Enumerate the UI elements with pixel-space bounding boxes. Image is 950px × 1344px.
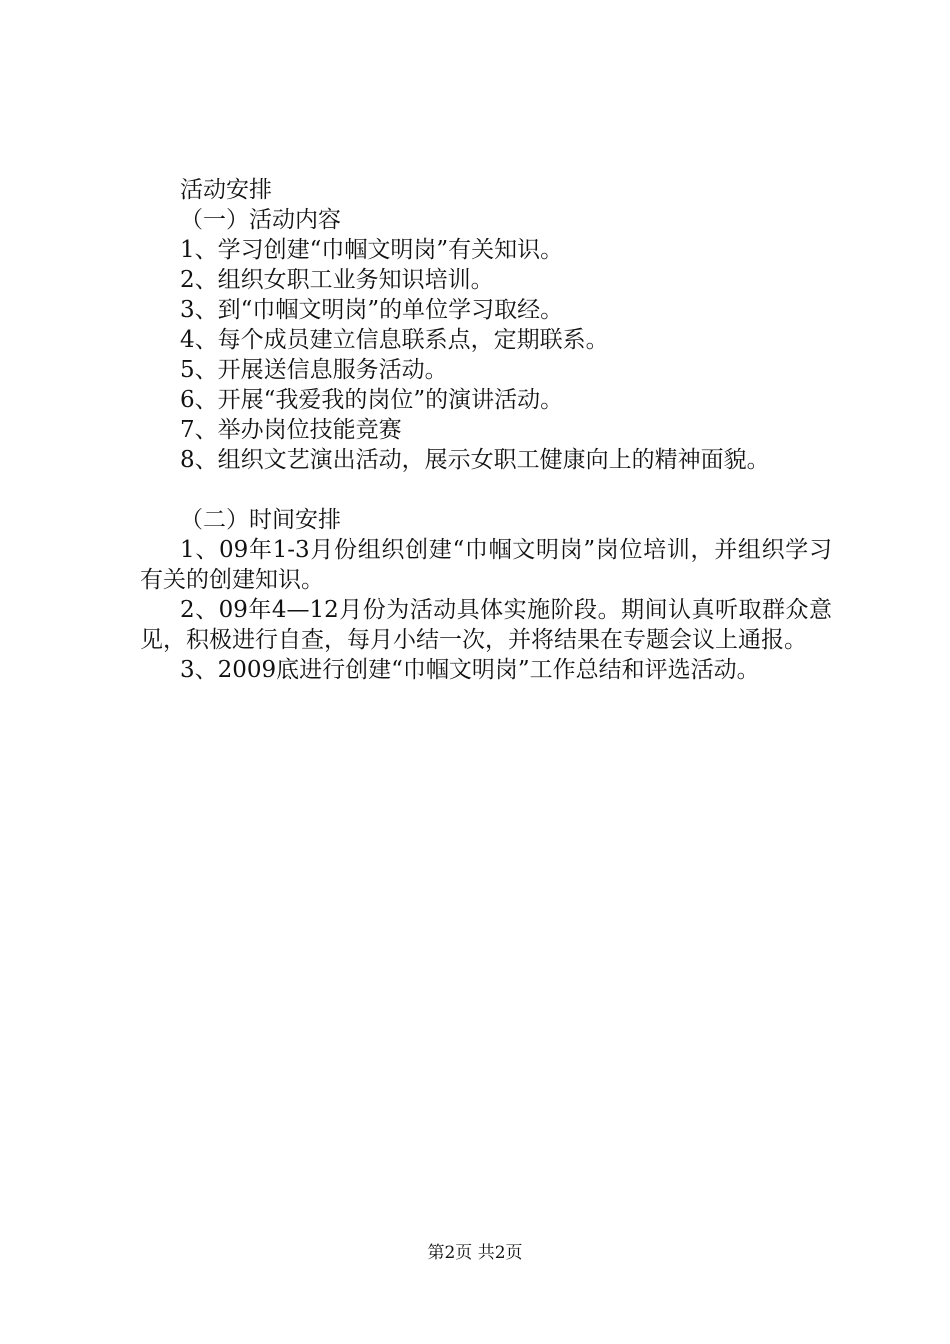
section-title-schedule: （二）时间安排 [180,507,341,533]
document-heading: 活动安排 [180,177,272,203]
list-item: 7、举办岗位技能竞赛 [180,417,402,443]
list-item: 3、到“巾帼文明岗”的单位学习取经。 [180,297,564,323]
list-item: 1、学习创建“巾帼文明岗”有关知识。 [180,237,564,263]
page-footer: 第2页 共2页 [427,1243,523,1263]
list-item: 6、开展“我爱我的岗位”的演讲活动。 [180,387,564,413]
list-item: 3、2009底进行创建“巾帼文明岗”工作总结和评选活动。 [180,657,760,683]
list-item: 2、09年4—12月份为活动具体实施阶段。期间认真听取群众意见，积极进行自查，每月小结一次，并将结果在专题会议上通报。 [140,597,832,653]
section-title-activities: （一）活动内容 [180,207,341,233]
list-item: 8、组织文艺演出活动，展示女职工健康向上的精神面貌。 [180,447,770,473]
paragraph-spacer [140,475,832,505]
list-item: 5、开展送信息服务活动。 [180,357,448,383]
list-item: 4、每个成员建立信息联系点，定期联系。 [180,327,609,353]
document-body [140,175,832,685]
list-item: 1、09年1-3月份组织创建“巾帼文明岗”岗位培训，并组织学习有关的创建知识。 [140,537,832,593]
list-item: 2、组织女职工业务知识培训。 [180,267,494,293]
